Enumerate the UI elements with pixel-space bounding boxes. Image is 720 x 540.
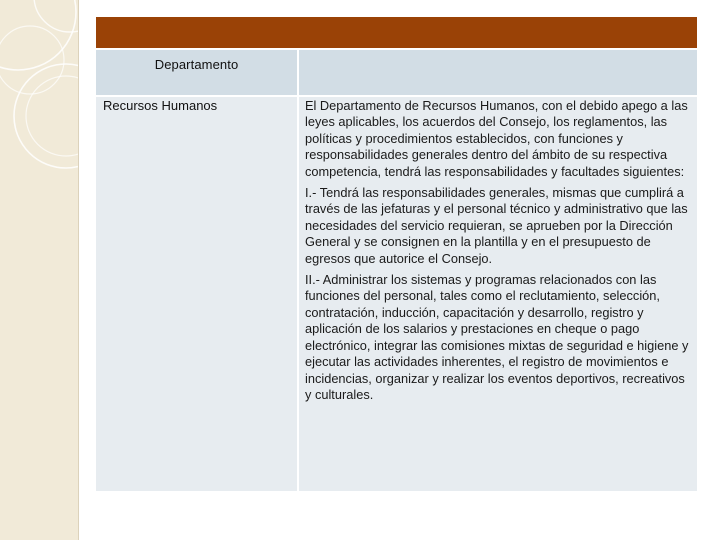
description-header-cell [298, 49, 697, 96]
description-cell [298, 96, 697, 491]
table-header-row [96, 49, 697, 96]
table-row [96, 96, 697, 491]
header-band-cell [96, 17, 697, 49]
department-name: Recursos Humanos [103, 98, 218, 113]
department-table [96, 17, 697, 491]
table-header-band [96, 17, 697, 49]
department-cell [96, 96, 298, 491]
description-intro: El Departamento de Recursos Humanos, con el debido apego a las leyes aplicables, los acuerdos del Consejo, los reglamentos, las políticas y procedimientos establecidos, con funciones y responsabilidades generales dentro del ámbito de su respectiva competencia, tendrá las responsabilidades y facultades siguientes: [305, 98, 688, 179]
responsibility-item-2: II.- Administrar los sistemas y programas relacionados con las funciones del personal, tales como el reclutamiento, selección, contratación, inducción, capacitación y desarrollo, registro y aplicación de los salarios y prestaciones en cheque o pago electrónico, integrar las comisiones mixtas de seguridad e higiene y ejecutar las actividades inherentes, el registro de movimientos e incidencias, organizar y realizar los eventos deportivos, recreativos y culturales. [305, 272, 689, 402]
department-header: Departamento [154, 57, 239, 72]
responsibility-item-1: I.- Tendrá las responsabilidades generales, mismas que cumplirá a través de las jefaturas y el personal técnico y administrativo que las necesidades del servicio requieran, se aprueben por la Dirección General y se consignen en la plantilla y en el presupuesto de egresos que autorice el Consejo. [305, 185, 688, 266]
decorative-side-panel [0, 0, 79, 540]
decorative-circles [0, 0, 78, 540]
department-header-cell [96, 49, 298, 96]
